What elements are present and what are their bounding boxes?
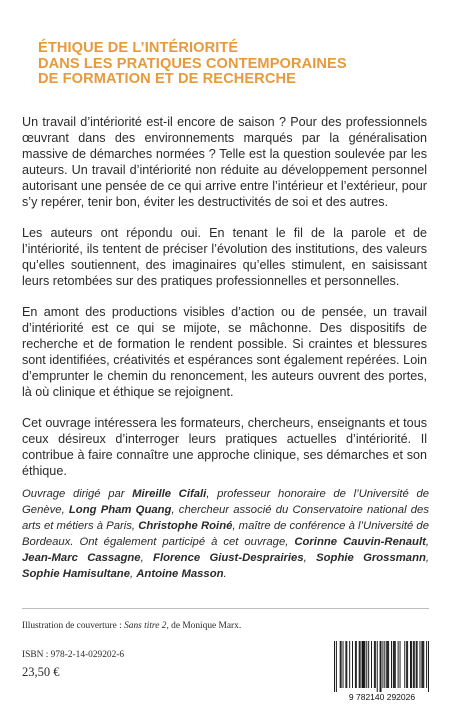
contributor-name: Mireille Cifali xyxy=(132,488,207,500)
blurb-paragraph-1: Un travail d’intériorité est-il encore de saison ? Pour des professionnels œuvrant dans des environnements marqués par la généralisation massive de démarches normées ? Telle est la question soulevée par les auteurs. Un travail d’intériorité non réduite au développement personnel autorisant une pensée de ce qui arrive entre l’intérieur et l’extérieur, pour s’y repérer, tenir bon, éviter les destructivités de soi et des autres. xyxy=(22,115,427,209)
credits-text: , chercheur associé du Conservatoire national des arts et métiers à Paris, xyxy=(22,504,429,532)
contributor-name: Jean-Marc Cassagne xyxy=(22,552,141,564)
illustration-label: Illustration de couverture : xyxy=(22,621,125,631)
isbn: ISBN : 978-2-14-029202-6 xyxy=(22,650,125,660)
illustration-work-title: Sans titre 2 xyxy=(124,621,167,631)
credits-text: Ouvrage dirigé par xyxy=(22,488,133,500)
contributor-name: Florence Giust-Desprairies xyxy=(153,552,304,564)
credits-text: . xyxy=(223,568,227,580)
barcode-bars xyxy=(334,641,429,692)
divider-line xyxy=(22,608,429,609)
contributor-name: Christophe Roiné xyxy=(138,520,233,532)
back-cover-blurb xyxy=(22,114,427,494)
credits-text: , maître de conférence à l’Université de Bordeaux. Ont également participé à cet ouvrage, xyxy=(22,520,429,548)
contributor-name: Sophie Grossmann xyxy=(316,552,426,564)
credits-text: , xyxy=(129,568,137,580)
title-line-3: DE FORMATION ET DE RECHERCHE xyxy=(38,71,296,87)
book-title xyxy=(38,41,418,88)
title-line-2: DANS LES PRATIQUES CONTEMPORAINES xyxy=(38,55,347,72)
contributor-name: Long Pham Quang xyxy=(68,504,172,516)
credits-text: , xyxy=(303,552,317,564)
contributor-name: Corinne Cauvin-Renault xyxy=(294,536,426,548)
barcode-digits: 9 782140 292026 xyxy=(348,692,416,702)
credits-text: , xyxy=(425,552,430,564)
blurb-paragraph-3: En amont des productions visibles d’action ou de pensée, un travail d’intériorité est ce qui se mijote, se mâchonne. Des dispositifs de recherche et de formation le rendent possible. Si craintes et blessures sont identifiées, créativités et espérances sont également repérées. Loin d’emprunter le chemin du renoncement, les auteurs ouvrent des portes, là où clinique et éthique se rejoignent. xyxy=(22,305,427,399)
cover-illustration-credit xyxy=(22,621,241,631)
barcode-graphic xyxy=(330,637,434,703)
illustration-artist: , de Monique Marx. xyxy=(166,621,242,631)
title-line-1: ÉTHIQUE DE L’INTÉRIORITÉ xyxy=(38,40,239,56)
credits-text: , xyxy=(140,552,154,564)
blurb-paragraph-2: Les auteurs ont répondu oui. En tenant le fil de la parole et de l’intériorité, ils tentent de préciser l’évolution des institutions, des valeurs qu’elles soutiennent, des imaginaires qu’elles stimulent, en saisissant leurs retombées sur des pratiques professionnelles et personnelles. xyxy=(22,226,427,288)
credits-text: , xyxy=(425,536,429,548)
blurb-paragraph-4: Cet ouvrage intéressera les formateurs, chercheurs, enseignants et tous ceux désireux d’interroger leurs pratiques actuelles d’intériorité. Il contribue à faire connaître une approche clinique, ses démarches et son éthique. xyxy=(22,416,427,478)
credits-text: , professeur honoraire de l’Université de Genève, xyxy=(22,488,430,516)
price: 23,50 € xyxy=(22,665,60,679)
contributor-name: Antoine Masson xyxy=(136,568,224,580)
contributor-name: Sophie Hamisultane xyxy=(22,568,130,580)
barcode xyxy=(330,637,434,703)
contributors-credits xyxy=(22,486,429,582)
